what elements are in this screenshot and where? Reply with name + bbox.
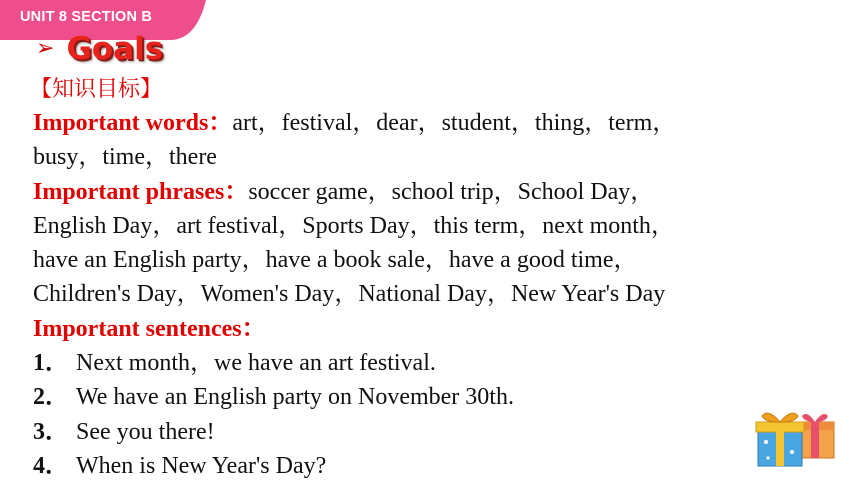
arrow-bullet-icon: ➢ — [36, 36, 55, 61]
phrases-line-3: have an English party，have a book sale，have a good time， — [33, 247, 638, 274]
phrases-label: Important phrases： — [33, 178, 249, 205]
sentence-item — [33, 415, 833, 449]
sentence-text: When is New Year's Day? — [76, 452, 327, 479]
goals-heading — [36, 28, 163, 70]
sentence-number: 1． — [33, 350, 69, 377]
words-line-1 — [33, 106, 833, 140]
phrases-line-2: English Day，art festival，Sports Day，this term，next month， — [33, 212, 675, 239]
sentence-item — [33, 380, 833, 414]
words-line-2: busy，time，there — [33, 144, 217, 171]
sentences-label: Important sentences： — [33, 315, 266, 342]
sentence-text: See you there! — [76, 418, 215, 445]
sentence-number: 2． — [33, 384, 69, 411]
words-label: Important words： — [33, 110, 233, 136]
sentence-item — [33, 346, 833, 380]
phrases-text-1: soccer game，school trip，School Day， — [248, 178, 655, 205]
goals-subtitle: 【知识目标】 — [30, 77, 163, 102]
phrases-line-4: Children's Day，Women's Day，National Day，New Year's Day — [33, 281, 666, 308]
sentence-text: We have an English party on November 30th. — [76, 384, 514, 411]
gift-boxes-icon — [752, 406, 840, 468]
sentence-number: 4． — [33, 452, 69, 479]
sentence-item — [33, 449, 833, 483]
unit-label: UNIT 8 SECTION B — [20, 9, 153, 25]
words-text-1: art，festival，dear，student，thing，term， — [232, 110, 677, 136]
sentence-text: Next month，we have an art festival. — [76, 350, 436, 377]
sentence-number: 3． — [33, 418, 69, 445]
goals-content — [33, 106, 833, 483]
phrases-line-1 — [33, 175, 833, 209]
goals-title: Goals — [66, 30, 164, 67]
